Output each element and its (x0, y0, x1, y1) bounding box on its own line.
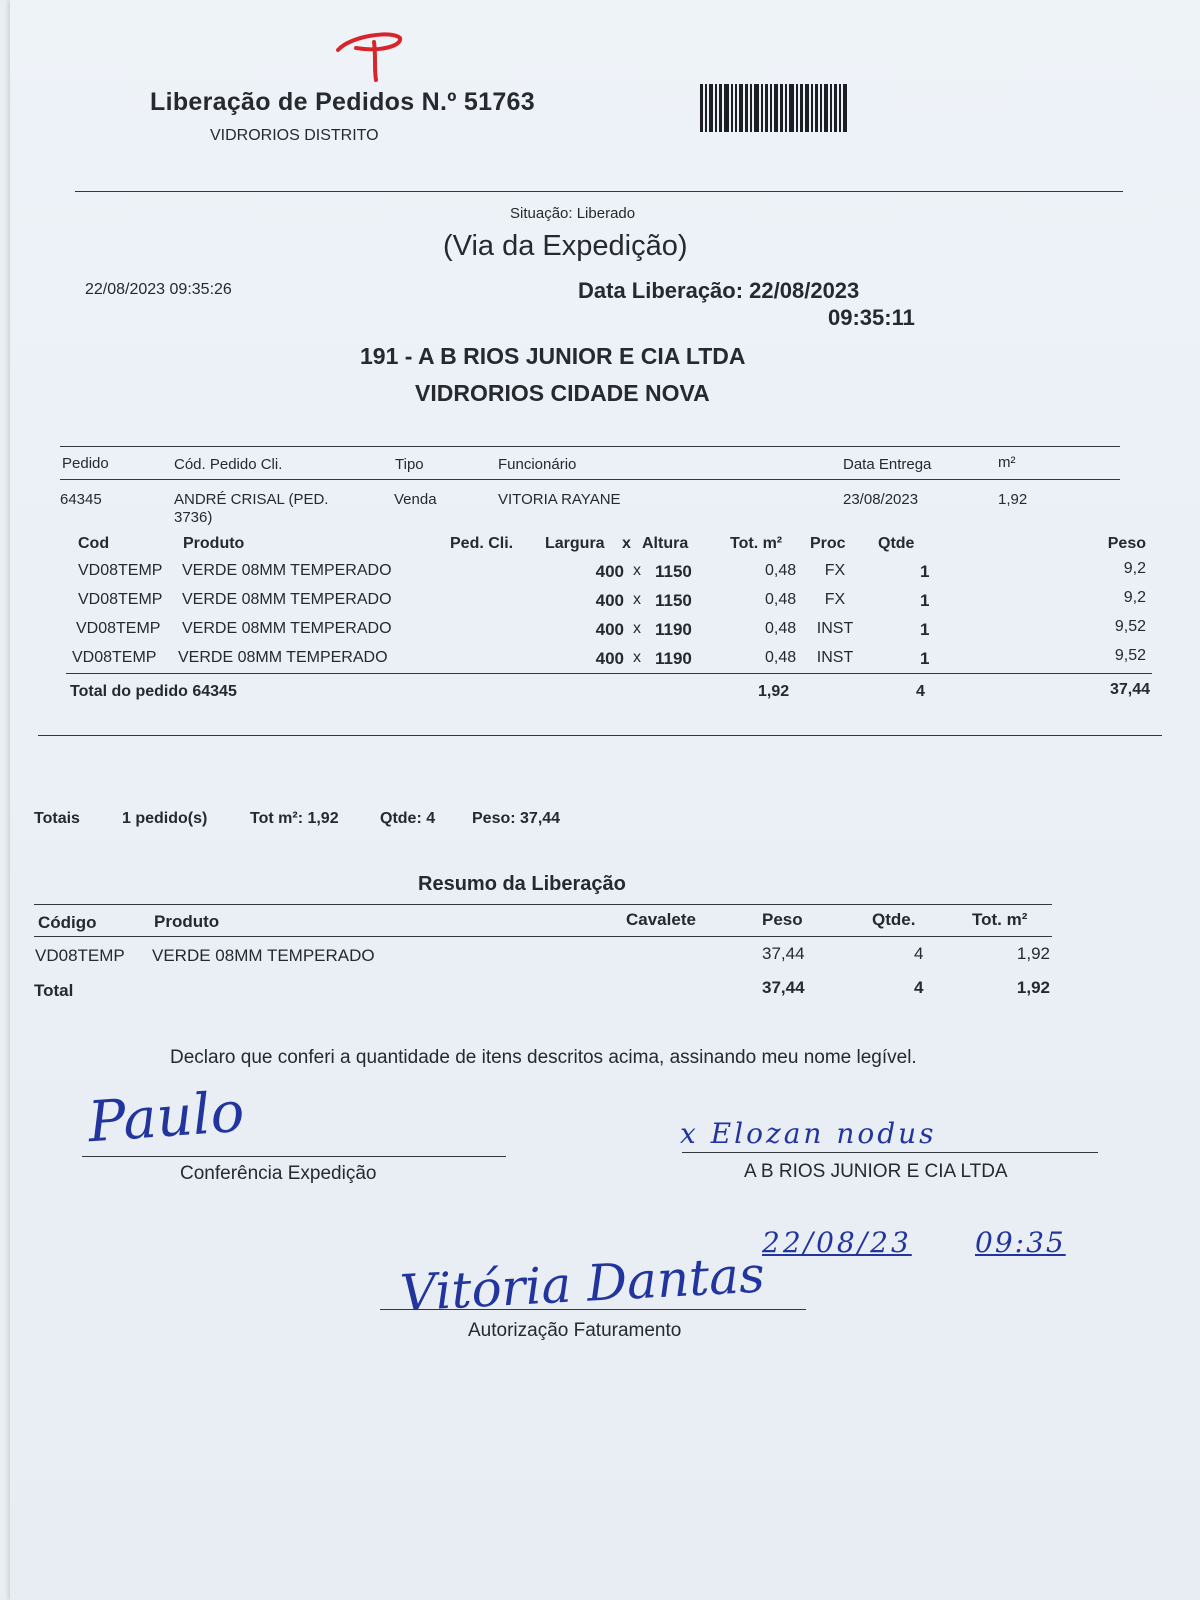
item-produto: VERDE 08MM TEMPERADO (182, 562, 392, 579)
conferencia-signature-line (82, 1156, 506, 1157)
order-header-top-line (60, 446, 1120, 447)
release-date: Data Liberação: 22/08/2023 (578, 278, 860, 303)
col-cod-pedido-cli: Cód. Pedido Cli. (174, 456, 283, 473)
resumo-tot-m2: 1,92 (1016, 944, 1050, 963)
resumo-col-peso: Peso (762, 910, 803, 929)
items-col-largura: Largura (545, 535, 605, 552)
red-handwritten-mark (330, 28, 410, 84)
item-cod: VD08TEMP (78, 562, 163, 579)
status-text: Situação: Liberado (510, 205, 636, 222)
item-proc: FX (824, 562, 846, 579)
order-delivery-date: 23/08/2023 (843, 491, 919, 508)
order-employee: VITORIA RAYANE (498, 491, 621, 508)
totals-m2: Tot m²: 1,92 (250, 810, 339, 827)
header-divider (75, 191, 1123, 192)
items-col-x: x (622, 535, 631, 552)
resumo-col-tot-m2: Tot. m² (972, 910, 1028, 929)
item-proc: INST (816, 620, 854, 637)
resumo-total-qtde: 4 (914, 978, 924, 997)
col-m2: m² (998, 454, 1016, 471)
client-signature-line (682, 1152, 1098, 1153)
order-client-code: ANDRÉ CRISAL (PED. (174, 491, 329, 508)
item-x: x (633, 620, 641, 637)
item-produto: VERDE 08MM TEMPERADO (182, 620, 392, 637)
items-col-tot-m2: Tot. m² (730, 535, 783, 552)
item-x: x (633, 591, 641, 608)
barcode (700, 84, 880, 132)
item-peso: 9,2 (1123, 560, 1146, 577)
item-altura: 1190 (655, 620, 692, 639)
customer-name: 191 - A B RIOS JUNIOR E CIA LTDA (360, 343, 746, 369)
conferencia-label: Conferência Expedição (180, 1163, 377, 1184)
totals-pedidos: 1 pedido(s) (122, 810, 208, 827)
item-tot-m2: 0,48 (765, 562, 797, 579)
items-col-ped-cli: Ped. Cli. (450, 535, 514, 552)
item-qtde: 1 (920, 649, 930, 668)
item-peso: 9,52 (1114, 618, 1146, 635)
release-time: 09:35:11 (828, 305, 915, 330)
items-total-line (66, 673, 1152, 674)
document-page (10, 0, 1200, 1600)
printed-timestamp: 22/08/2023 09:35:26 (85, 281, 232, 298)
customer-store: VIDRORIOS CIDADE NOVA (415, 380, 710, 406)
resumo-top-line (34, 904, 1052, 905)
item-peso: 9,52 (1114, 647, 1146, 664)
resumo-total-label: Total (34, 981, 74, 1000)
item-qtde: 1 (920, 620, 930, 639)
client-signature: x Elozan nodus (680, 1117, 937, 1150)
item-tot-m2: 0,48 (765, 620, 797, 637)
totals-label: Totais (34, 810, 80, 827)
handwritten-time: 09:35 (975, 1226, 1066, 1259)
conferencia-signature: Paulo (85, 1079, 247, 1156)
items-col-produto: Produto (183, 535, 245, 552)
handwritten-date: 22/08/23 (762, 1226, 912, 1259)
resumo-header-line (34, 936, 1052, 937)
item-proc: FX (824, 591, 846, 608)
item-peso: 9,2 (1123, 589, 1146, 606)
resumo-col-cavalete: Cavalete (626, 910, 696, 929)
resumo-total-tot-m2: 1,92 (1016, 978, 1050, 997)
item-largura: 400 (595, 620, 624, 639)
order-m2: 1,92 (998, 491, 1028, 508)
item-altura: 1150 (655, 562, 692, 581)
item-largura: 400 (595, 562, 624, 581)
order-header-bottom-line (60, 479, 1120, 480)
order-total-m2: 1,92 (758, 683, 790, 700)
declaration-text: Declaro que conferi a quantidade de itens descritos acima, assinando meu nome legível. (170, 1047, 917, 1068)
section-divider (38, 735, 1162, 736)
client-label: A B RIOS JUNIOR E CIA LTDA (744, 1161, 1008, 1182)
col-data-entrega: Data Entrega (843, 456, 932, 473)
order-type: Venda (394, 491, 437, 508)
item-x: x (633, 649, 641, 666)
col-pedido: Pedido (62, 455, 109, 472)
autorizacao-signature: Vitória Dantas (398, 1245, 766, 1323)
resumo-codigo: VD08TEMP (35, 946, 125, 965)
resumo-col-codigo: Código (38, 913, 97, 932)
item-tot-m2: 0,48 (765, 649, 797, 666)
item-altura: 1150 (655, 591, 692, 610)
totals-qtde: Qtde: 4 (380, 810, 436, 827)
item-cod: VD08TEMP (78, 591, 163, 608)
col-funcionario: Funcionário (498, 456, 577, 473)
items-col-cod: Cod (78, 535, 110, 552)
item-cod: VD08TEMP (72, 649, 157, 666)
item-altura: 1190 (655, 649, 692, 668)
order-total-qtde: 4 (916, 683, 925, 700)
order-client-code-cont: 3736) (174, 509, 213, 526)
item-cod: VD08TEMP (76, 620, 161, 637)
item-produto: VERDE 08MM TEMPERADO (182, 591, 392, 608)
col-tipo: Tipo (395, 456, 424, 473)
items-col-altura: Altura (642, 535, 689, 552)
item-largura: 400 (595, 649, 624, 668)
item-tot-m2: 0,48 (765, 591, 797, 608)
item-proc: INST (816, 649, 854, 666)
company-name: VIDRORIOS DISTRITO (210, 127, 379, 144)
item-qtde: 1 (920, 562, 930, 581)
items-col-proc: Proc (810, 535, 846, 552)
via-label: (Via da Expedição) (443, 230, 688, 262)
order-total-peso: 37,44 (1109, 681, 1150, 698)
totals-peso: Peso: 37,44 (472, 810, 561, 827)
item-largura: 400 (595, 591, 624, 610)
resumo-total-peso: 37,44 (762, 978, 805, 997)
item-produto: VERDE 08MM TEMPERADO (178, 649, 388, 666)
item-x: x (633, 562, 641, 579)
resumo-peso: 37,44 (762, 944, 805, 963)
resumo-produto: VERDE 08MM TEMPERADO (152, 946, 375, 965)
autorizacao-label: Autorização Faturamento (468, 1320, 682, 1341)
order-number: 64345 (60, 491, 102, 508)
page-title: Liberação de Pedidos N.º 51763 (150, 88, 535, 116)
items-col-peso: Peso (1107, 535, 1146, 552)
resumo-title: Resumo da Liberação (418, 873, 626, 895)
resumo-col-produto: Produto (154, 912, 220, 931)
resumo-col-qtde: Qtde. (872, 910, 916, 929)
autorizacao-signature-line (380, 1309, 806, 1310)
order-total-label: Total do pedido 64345 (70, 683, 237, 700)
items-col-qtde: Qtde (878, 535, 915, 552)
item-qtde: 1 (920, 591, 930, 610)
resumo-qtde: 4 (914, 944, 924, 963)
